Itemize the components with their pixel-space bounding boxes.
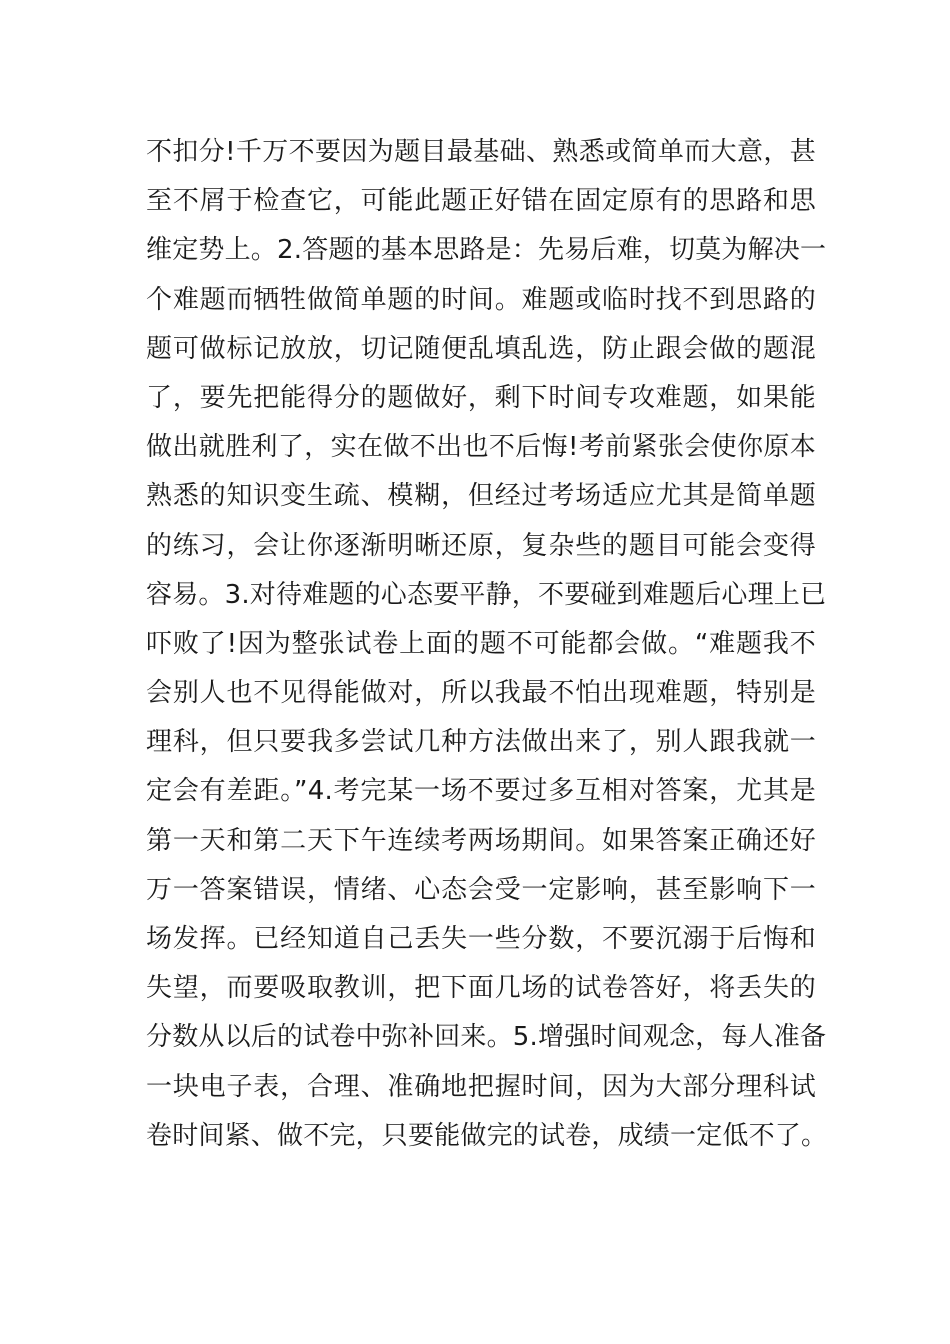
text-line: 不扣分!千万不要因为题目最基础、熟悉或简单而大意，甚 bbox=[146, 137, 816, 167]
text-line: 容易。3.对待难题的心态要平静，不要碰到难题后心理上已 bbox=[146, 579, 827, 610]
text-line: 万一答案错误，情绪、心态会受一定影响，甚至影响下一 bbox=[146, 874, 816, 905]
text-line: 失望，而要吸取教训，把下面几场的试卷答好，将丢失的 bbox=[146, 973, 816, 1004]
body-text bbox=[146, 128, 828, 1161]
text-line: 理科，但只要我多尝试几种方法做出来了，别人跟我就一 bbox=[146, 727, 816, 758]
text-line: 题可做标记放放，切记随便乱填乱选，防止跟会做的题混 bbox=[146, 333, 816, 364]
text-line: 至不屑于检查它，可能此题正好错在固定原有的思路和思 bbox=[146, 186, 816, 217]
text-line: 分数从以后的试卷中弥补回来。5.增强时间观念，每人准备 bbox=[146, 1022, 827, 1053]
text-line: 做出就胜利了，实在做不出也不后悔!考前紧张会使你原本 bbox=[146, 432, 816, 463]
text-line: 了，要先把能得分的题做好，剩下时间专攻难题，如果能 bbox=[146, 382, 816, 413]
text-line: 卷时间紧、做不完，只要能做完的试卷，成绩一定低不了。 bbox=[146, 1120, 828, 1151]
text-line: 第一天和第二天下午连续考两场期间。如果答案正确还好 bbox=[146, 825, 816, 856]
text-line: 一块电子表，合理、准确地把握时间，因为大部分理科试 bbox=[146, 1071, 816, 1102]
text-line: 个难题而牺牲做简单题的时间。难题或临时找不到思路的 bbox=[146, 284, 816, 315]
text-line: 的练习，会让你逐渐明晰还原，复杂些的题目可能会变得 bbox=[146, 530, 816, 561]
text-line: 场发挥。已经知道自己丢失一些分数，不要沉溺于后悔和 bbox=[146, 924, 816, 954]
text-line: 会别人也不见得能做对，所以我最不怕出现难题，特别是 bbox=[146, 678, 816, 709]
text-line: 熟悉的知识变生疏、模糊，但经过考场适应尤其是简单题 bbox=[146, 481, 816, 512]
text-line: 维定势上。2.答题的基本思路是：先易后难，切莫为解决一 bbox=[146, 235, 827, 266]
text-line: 吓败了!因为整张试卷上面的题不可能都会做。“难题我不 bbox=[146, 628, 816, 659]
text-line: 定会有差距。”4.考完某一场不要过多互相对答案，尤其是 bbox=[146, 776, 816, 807]
